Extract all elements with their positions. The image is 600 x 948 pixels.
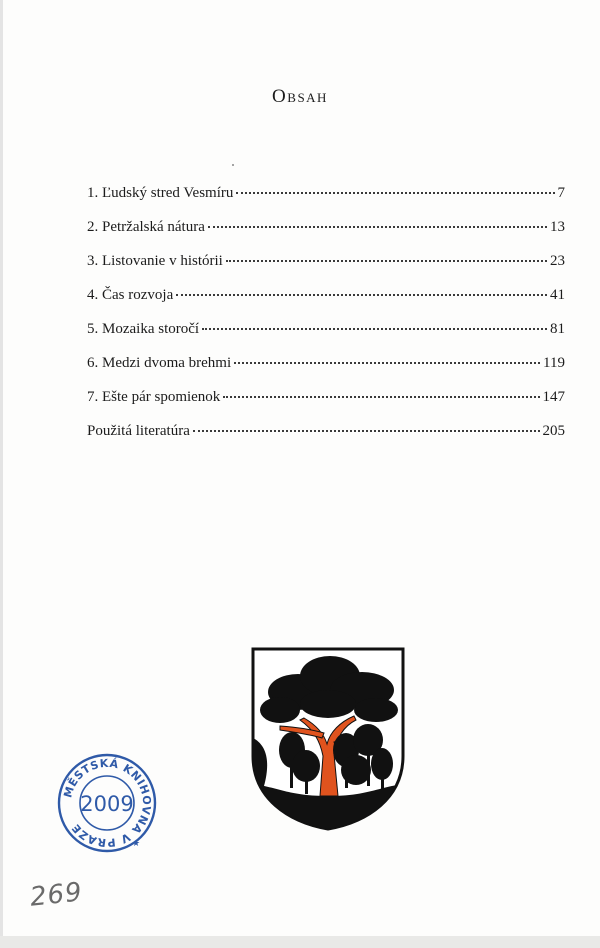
toc-leader-dots (226, 259, 547, 262)
toc-entry-page: 41 (550, 287, 565, 303)
toc-leader-dots (236, 191, 554, 194)
toc-entry-page: 147 (542, 389, 565, 405)
page-title: Obsah (272, 86, 328, 107)
toc-entry-page: 23 (550, 253, 565, 269)
toc-entry-label: 4. Čas rozvoja (87, 287, 174, 303)
coat-of-arms-icon (250, 646, 406, 832)
toc-entry-label: Použitá literatúra (87, 423, 190, 439)
toc-leader-dots (193, 429, 540, 432)
toc-leader-dots (202, 327, 547, 330)
toc-entry (87, 355, 565, 389)
toc-entry-page: 205 (542, 423, 565, 439)
library-stamp-icon (56, 752, 158, 854)
stamp-star-icon: ★ (131, 839, 141, 849)
toc-entry (87, 389, 565, 423)
print-speck (232, 164, 234, 166)
toc-entry (87, 185, 565, 219)
stamp-year: 2009 (80, 792, 134, 816)
toc-leader-dots (208, 225, 547, 228)
toc-leader-dots (234, 361, 540, 364)
toc-entry-label: 3. Listovanie v histórii (87, 253, 223, 269)
toc-entry-label: 5. Mozaika storočí (87, 321, 200, 337)
stamp-ring-text: MĚSTSKÁ KNIHOVNA V PRAZE (61, 756, 154, 850)
toc-leader-dots (176, 293, 547, 296)
toc-entry-page: 13 (550, 219, 565, 235)
toc-entry (87, 219, 565, 253)
page-edge-left (0, 0, 3, 948)
page-edge-bottom (0, 936, 600, 948)
toc-entry-label: 1. Ľudský stred Vesmíru (87, 185, 234, 201)
toc-entry (87, 423, 565, 457)
toc-entry (87, 253, 565, 287)
toc-entry (87, 321, 565, 355)
toc-leader-dots (223, 395, 539, 398)
handwritten-note: 269 (28, 877, 85, 913)
toc-entry-page: 81 (550, 321, 565, 337)
toc-entry-label: 2. Petržalská nátura (87, 219, 205, 235)
toc-entry (87, 287, 565, 321)
toc-entry-label: 6. Medzi dvoma brehmi (87, 355, 232, 371)
toc-entry-page: 7 (557, 185, 565, 201)
table-of-contents (87, 185, 565, 457)
toc-entry-page: 119 (543, 355, 565, 371)
toc-entry-label: 7. Ešte pár spomienok (87, 389, 221, 405)
